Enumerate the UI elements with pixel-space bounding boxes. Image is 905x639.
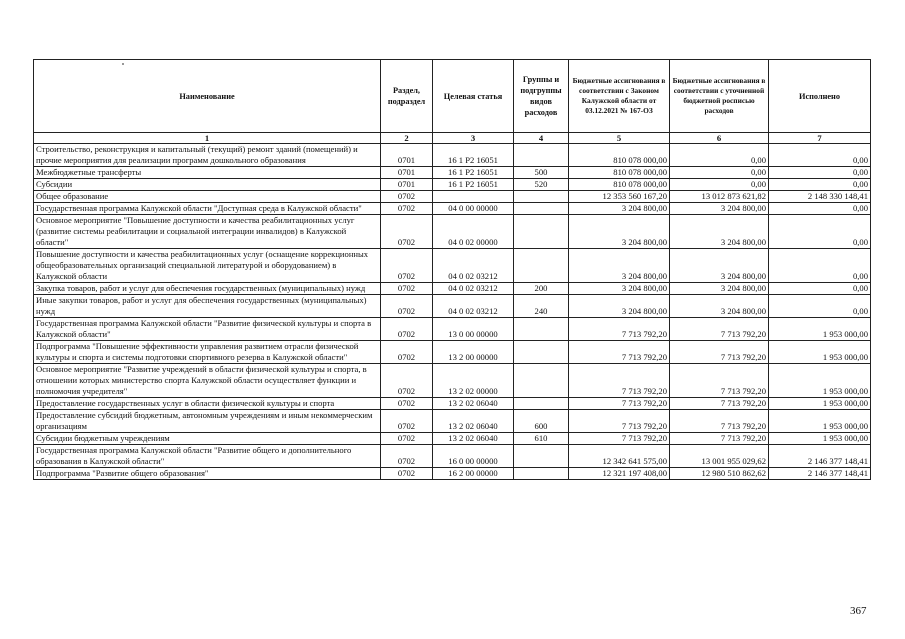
cell-executed: 1 953 000,00 [769,433,871,445]
cell-target: 04 0 02 00000 [433,215,514,249]
table-row [34,468,871,480]
cell-executed: 1 953 000,00 [769,364,871,398]
column-number: 6 [670,133,769,144]
cell-target: 16 1 P2 16051 [433,179,514,191]
cell-executed: 1 953 000,00 [769,341,871,364]
header-target: Целевая статья [433,60,514,133]
column-numbers-row [34,133,871,144]
cell-executed: 0,00 [769,249,871,283]
cell-refined: 0,00 [670,167,769,179]
cell-group: 600 [514,410,569,433]
cell-law: 12 342 641 575,00 [569,445,670,468]
table-row [34,433,871,445]
cell-refined: 3 204 800,00 [670,295,769,318]
header-name: Наименование [34,60,381,133]
cell-law: 12 321 197 408,00 [569,468,670,480]
cell-target: 13 2 00 00000 [433,341,514,364]
cell-section: 0702 [381,433,433,445]
cell-section: 0702 [381,364,433,398]
column-number: 1 [34,133,381,144]
cell-executed: 0,00 [769,283,871,295]
cell-executed: 0,00 [769,179,871,191]
table-row [34,191,871,203]
cell-law: 3 204 800,00 [569,283,670,295]
cell-executed: 0,00 [769,295,871,318]
cell-executed: 0,00 [769,215,871,249]
cell-refined: 3 204 800,00 [670,283,769,295]
cell-refined: 12 980 510 862,62 [670,468,769,480]
cell-name: Основное мероприятие "Повышение доступности и качества реабилитационных услуг (развитие системы реабилитации и социальной интеграции инвалидов) в Калужской области" [34,215,381,249]
cell-refined: 7 713 792,20 [670,341,769,364]
cell-section: 0701 [381,144,433,167]
cell-refined: 13 012 873 621,82 [670,191,769,203]
table-row [34,364,871,398]
cell-name: Субсидии бюджетным учреждениям [34,433,381,445]
cell-refined: 3 204 800,00 [670,249,769,283]
table-row [34,445,871,468]
cell-group: 520 [514,179,569,191]
cell-section: 0701 [381,167,433,179]
table-row [34,341,871,364]
header-law: Бюджетные ассигнования в соответствии с Законом Калужской области от 03.12.2021 № 167-ОЗ [569,60,670,133]
table-row [34,410,871,433]
cell-group [514,341,569,364]
cell-law: 12 353 560 167,20 [569,191,670,203]
cell-section: 0702 [381,410,433,433]
cell-group [514,398,569,410]
header-groups: Группы и подгруппы видов расходов [514,60,569,133]
cell-group: 500 [514,167,569,179]
cell-refined: 7 713 792,20 [670,410,769,433]
cell-law: 7 713 792,20 [569,318,670,341]
cell-law: 3 204 800,00 [569,203,670,215]
column-number: 4 [514,133,569,144]
cell-group: 240 [514,295,569,318]
budget-table [33,59,871,480]
cell-name: Предоставление государственных услуг в области физической культуры и спорта [34,398,381,410]
cell-target: 16 0 00 00000 [433,445,514,468]
cell-name: Предоставление субсидий бюджетным, автономным учреждениям и иным некоммерческим организациям [34,410,381,433]
cell-law: 3 204 800,00 [569,215,670,249]
cell-section: 0702 [381,295,433,318]
cell-name: Межбюджетные трансферты [34,167,381,179]
cell-section: 0702 [381,215,433,249]
table-row [34,283,871,295]
cell-name: Подпрограмма "Повышение эффективности управления развитием отрасли физической культуры и спорта и системы подготовки спортивного резерва в Калужской области" [34,341,381,364]
cell-executed: 0,00 [769,144,871,167]
cell-section: 0702 [381,445,433,468]
cell-group: 610 [514,433,569,445]
cell-target: 04 0 02 03212 [433,283,514,295]
table-row [34,398,871,410]
cell-name: Иные закупки товаров, работ и услуг для обеспечения государственных (муниципальных) нужд [34,295,381,318]
cell-executed: 1 953 000,00 [769,398,871,410]
table-row [34,203,871,215]
cell-group [514,191,569,203]
cell-executed: 2 146 377 148,41 [769,468,871,480]
cell-executed: 1 953 000,00 [769,410,871,433]
column-number: 2 [381,133,433,144]
cell-name: Закупка товаров, работ и услуг для обеспечения государственных (муниципальных) нужд [34,283,381,295]
header-section: Раздел, подраздел [381,60,433,133]
cell-target: 16 1 P2 16051 [433,144,514,167]
column-number: 7 [769,133,871,144]
cell-target: 13 2 02 06040 [433,433,514,445]
cell-group [514,468,569,480]
cell-law: 810 078 000,00 [569,179,670,191]
cell-name: Основное мероприятие "Развитие учреждений в области физической культуры и спорта, в отношении которых министерство спорта Калужской области осуществляет функции и полномочия учредителя" [34,364,381,398]
cell-executed: 0,00 [769,203,871,215]
cell-section: 0702 [381,191,433,203]
cell-target: 04 0 02 03212 [433,295,514,318]
cell-law: 7 713 792,20 [569,398,670,410]
header-executed: Исполнено [769,60,871,133]
cell-name: Государственная программа Калужской области "Развитие физической культуры и спорта в Калужской области" [34,318,381,341]
cell-group [514,318,569,341]
cell-refined: 0,00 [670,144,769,167]
cell-target [433,191,514,203]
cell-section: 0702 [381,318,433,341]
cell-target: 13 2 02 00000 [433,364,514,398]
table-row [34,295,871,318]
cell-group [514,203,569,215]
cell-executed: 1 953 000,00 [769,318,871,341]
cell-refined: 0,00 [670,179,769,191]
cell-group [514,445,569,468]
cell-executed: 2 146 377 148,41 [769,445,871,468]
cell-law: 7 713 792,20 [569,433,670,445]
cell-section: 0702 [381,249,433,283]
table-row [34,215,871,249]
table-row [34,318,871,341]
column-number: 5 [569,133,670,144]
page-number: 367 [850,605,867,617]
table-row [34,144,871,167]
cell-law: 7 713 792,20 [569,341,670,364]
cell-group [514,215,569,249]
cell-law: 3 204 800,00 [569,249,670,283]
cell-section: 0702 [381,203,433,215]
cell-law: 810 078 000,00 [569,167,670,179]
cell-refined: 3 204 800,00 [670,203,769,215]
table-row [34,179,871,191]
cell-law: 7 713 792,20 [569,364,670,398]
cell-name: Субсидии [34,179,381,191]
cell-refined: 7 713 792,20 [670,364,769,398]
cell-section: 0701 [381,179,433,191]
cell-section: 0702 [381,468,433,480]
table-row [34,249,871,283]
cell-name: Повышение доступности и качества реабилитационных услуг (оснащение коррекционных общеобразовательных организаций специальной литературой и оборудованием) в Калужской области [34,249,381,283]
cell-target: 13 0 00 00000 [433,318,514,341]
cell-name: Государственная программа Калужской области "Развитие общего и дополнительного образования в Калужской области" [34,445,381,468]
table-row [34,167,871,179]
table-body [34,144,871,480]
cell-section: 0702 [381,283,433,295]
cell-group: 200 [514,283,569,295]
cell-law: 7 713 792,20 [569,410,670,433]
cell-name: Общее образование [34,191,381,203]
cell-name: Подпрограмма "Развитие общего образования" [34,468,381,480]
cell-law: 3 204 800,00 [569,295,670,318]
header-refined: Бюджетные ассигнования в соответствии с уточненной бюджетной росписью расходов [670,60,769,133]
cell-refined: 3 204 800,00 [670,215,769,249]
cell-section: 0702 [381,341,433,364]
column-number: 3 [433,133,514,144]
cell-refined: 7 713 792,20 [670,433,769,445]
cell-refined: 7 713 792,20 [670,398,769,410]
cell-refined: 7 713 792,20 [670,318,769,341]
cell-name: Государственная программа Калужской области "Доступная среда в Калужской области" [34,203,381,215]
cell-refined: 13 001 955 029,62 [670,445,769,468]
cell-section: 0702 [381,398,433,410]
cell-target: 16 2 00 00000 [433,468,514,480]
cell-name: Строительство, реконструкция и капитальный (текущий) ремонт зданий (помещений) и прочие мероприятия для реализации программ дошкольного образования [34,144,381,167]
cell-target: 13 2 02 06040 [433,410,514,433]
cell-group [514,364,569,398]
cell-law: 810 078 000,00 [569,144,670,167]
cell-target: 13 2 02 06040 [433,398,514,410]
cell-executed: 0,00 [769,167,871,179]
cell-target: 16 1 P2 16051 [433,167,514,179]
table-header-row [34,60,871,133]
cell-executed: 2 148 330 148,41 [769,191,871,203]
cell-target: 04 0 02 03212 [433,249,514,283]
cell-group [514,144,569,167]
cell-target: 04 0 00 00000 [433,203,514,215]
cell-group [514,249,569,283]
